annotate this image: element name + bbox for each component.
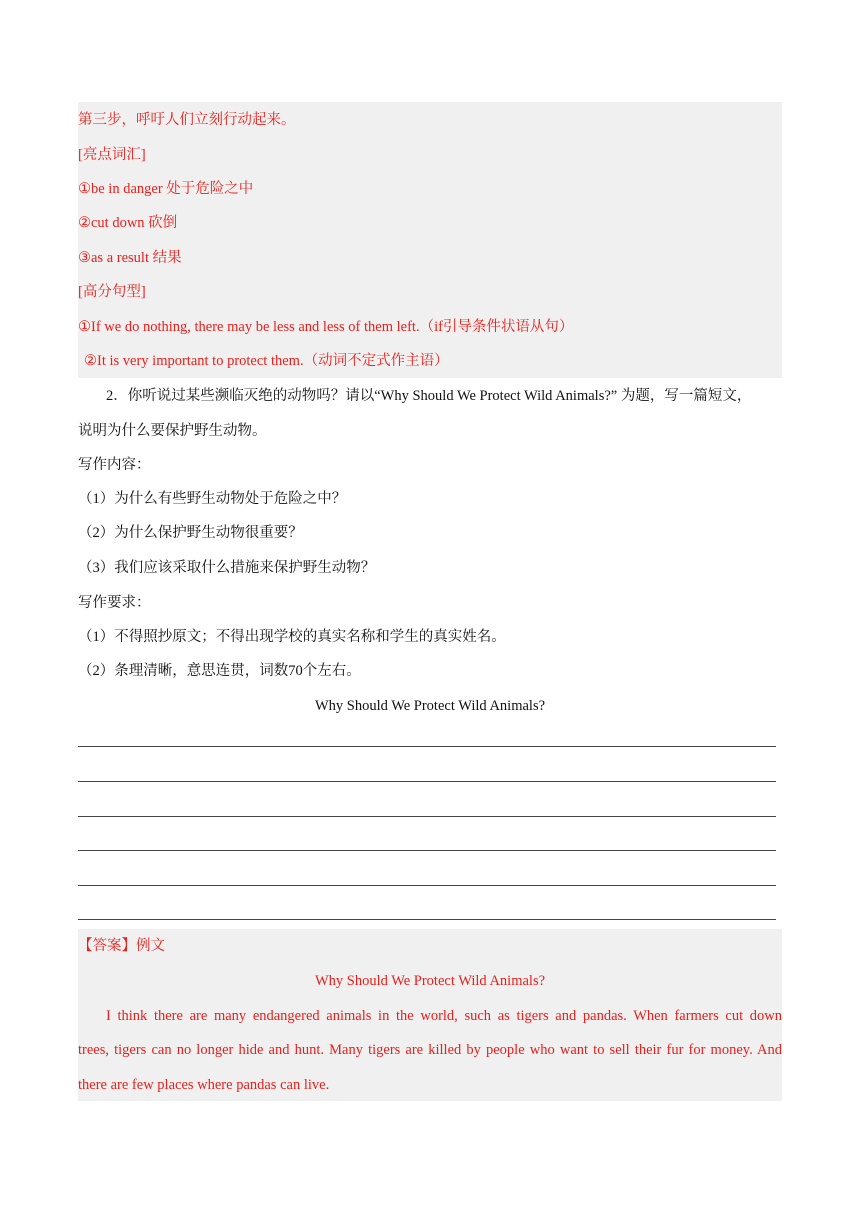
highlight-vocab-heading: [亮点词汇] — [78, 147, 146, 163]
answer-text-line: there are few places where pandas can live. — [78, 1077, 330, 1093]
writing-line — [78, 781, 776, 782]
writing-line — [78, 850, 776, 851]
content-item: （3）我们应该采取什么措施来保护野生动物？ — [78, 560, 376, 576]
answer-text-line: trees, tigers can no longer hide and hunt. Many tigers are killed by people who want to sell their fur for money. And — [78, 1042, 782, 1058]
question-prompt: 2．你听说过某些濒临灭绝的动物吗？请以“Why Should We Protect Wild Animals?” 为题，写一篇短文， — [106, 388, 752, 404]
answer-title: Why Should We Protect Wild Animals? — [314, 973, 546, 989]
writing-line — [78, 885, 776, 886]
essay-title: Why Should We Protect Wild Animals? — [314, 698, 546, 714]
vocab-item: ①be in danger 处于危险之中 — [78, 181, 254, 197]
writing-line — [78, 746, 776, 747]
writing-line — [78, 816, 776, 817]
sentence-patterns-heading: [高分句型] — [78, 284, 146, 300]
writing-line — [78, 919, 776, 920]
requirement-item: （1）不得照抄原文；不得出现学校的真实名称和学生的真实姓名。 — [78, 629, 506, 645]
sentence-pattern-item: ②It is very important to protect them.（动词不定式作主语） — [84, 353, 449, 369]
requirements-heading: 写作要求： — [78, 595, 151, 611]
answer-text-line: I think there are many endangered animals in the world, such as tigers and pandas. When farmers cut down — [106, 1008, 782, 1024]
step3-text: 第三步，呼吁人们立刻行动起来。 — [78, 112, 296, 128]
answer-label: 【答案】例文 — [78, 938, 165, 954]
vocab-item: ③as a result 结果 — [78, 250, 182, 266]
vocab-item: ②cut down 砍倒 — [78, 215, 178, 231]
requirement-item: （2）条理清晰，意思连贯，词数70个左右。 — [78, 663, 361, 679]
content-heading: 写作内容： — [78, 457, 151, 473]
question-prompt-continued: 说明为什么要保护野生动物。 — [78, 423, 267, 439]
content-item: （1）为什么有些野生动物处于危险之中？ — [78, 491, 347, 507]
content-item: （2）为什么保护野生动物很重要？ — [78, 525, 303, 541]
sentence-pattern-item: ①If we do nothing, there may be less and less of them left.（if引导条件状语从句） — [78, 319, 574, 335]
